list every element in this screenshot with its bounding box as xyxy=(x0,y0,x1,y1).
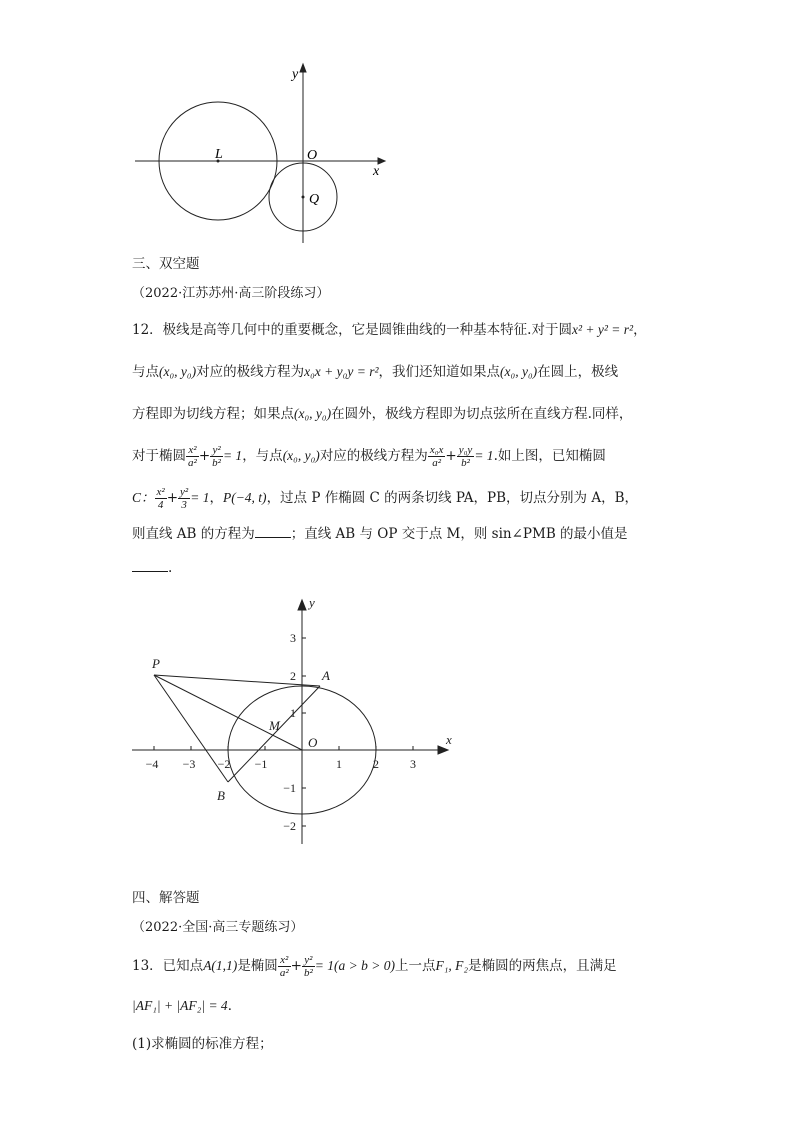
x-tick-label: 1 xyxy=(336,757,342,771)
x-axis-arrow xyxy=(438,746,448,754)
answer-blank-1[interactable] xyxy=(255,525,291,538)
y-tick-label: 3 xyxy=(290,631,296,645)
section3-source: （2022·江苏苏州·高三阶段练习） xyxy=(132,286,330,301)
x-tick-label: −1 xyxy=(254,757,268,771)
x-tick-label: 2 xyxy=(373,757,379,771)
label-O: O xyxy=(307,148,318,163)
frac-y2-b2: $\frac{\text{y²}}{\text{b²}}$ xyxy=(303,954,313,979)
label-x: x xyxy=(373,164,380,179)
label-y: y xyxy=(292,67,299,82)
p13-line1: 13．已知点A(1,1)是椭圆 $\frac{\text{x²}}{\text{a²}}$ + $\frac{\text{y²}}{\text{b²}}$ = 1(a > b > 0)上一点F₁, F₂是椭圆的两焦点，且满足 xyxy=(132,954,617,979)
label-y: y xyxy=(309,595,315,610)
frac-y2-b2: $\frac{\text{y²}}{\text{b²}}$ xyxy=(212,444,221,469)
point-P-coords: P(−4, t) xyxy=(222,490,267,505)
section4-source: （2022·全国·高三专题练习） xyxy=(132,920,304,935)
y-tick-label: 1 xyxy=(290,706,296,720)
p12-line6: 则直线 AB 的方程为 ；直线 AB 与 OP 交于点 M，则 sin∠PMB 的最小值是 xyxy=(132,526,628,542)
p12-line3: 方程即为切线方程；如果点(x₀, y₀)在圆外，极线方程即为切点弦所在直线方程.同样， xyxy=(132,406,633,422)
y-tick-label: −1 xyxy=(283,781,296,795)
label-Q: Q xyxy=(309,192,320,207)
segment-OP xyxy=(154,675,302,750)
section3-heading: 三、双空题 xyxy=(132,256,200,272)
figure-circles-L-Q xyxy=(130,60,400,250)
frac-y0y-b2: $\frac{\text{y₀y}}{\text{b²}}$ xyxy=(458,444,473,469)
label-M: M xyxy=(269,718,280,733)
point-Q-dot xyxy=(302,196,305,199)
label-O: O xyxy=(308,735,318,750)
circle-equation: x² + y² = r² xyxy=(571,322,634,337)
p12-line5: C： $\frac{\text{x²}}{4}$ + $\frac{\text{y²}}{3}$ = 1，P(−4, t)，过点 P 作椭圆 C 的两条切线 PA，PB，切点分别为 A，B， xyxy=(132,486,638,511)
y-tick-label: −2 xyxy=(283,819,296,833)
p13-part1: (1)求椭圆的标准方程； xyxy=(132,1036,273,1052)
figure-ellipse-tangents xyxy=(130,592,460,850)
focal-sum-equation: |AF₁| + |AF₂| = 4 xyxy=(132,998,228,1013)
p12-line7: . xyxy=(132,558,172,578)
label-A: A xyxy=(322,668,330,683)
answer-blank-2[interactable] xyxy=(132,559,168,572)
label-P: P xyxy=(152,656,160,671)
label-L: L xyxy=(215,147,223,162)
chord-AB xyxy=(228,686,320,782)
label-B: B xyxy=(217,788,225,803)
p12-line4: 对于椭圆 $\frac{\text{x²}}{\text{a²}}$ + $\frac{\text{y²}}{\text{b²}}$ = 1，与点(x₀, y₀)对应的极线方程为 $\frac{\text{x₀x}}{\text{a²}}$ + $\frac{\text{y₀y}}{\text{b²}}$ = 1.如上图，已知椭圆 xyxy=(132,444,606,469)
frac-x0x-a2: $\frac{\text{x₀x}}{\text{a²}}$ xyxy=(429,444,444,469)
frac-x2-4: $\frac{\text{x²}}{4}$ xyxy=(156,486,165,511)
y-tick-label: 2 xyxy=(290,669,296,683)
x-ticks xyxy=(154,746,413,750)
frac-x2-a2: $\frac{\text{x²}}{\text{a²}}$ xyxy=(279,954,289,979)
p12-line2: 与点(x₀, y₀)对应的极线方程为x₀x + y₀y = r²，我们还知道如果点(x₀, y₀)在圆上，极线 xyxy=(132,364,619,380)
y-ticks xyxy=(302,638,306,826)
x-tick-label: −3 xyxy=(182,757,196,771)
y-axis-arrow xyxy=(298,600,306,610)
x-tick-label: 3 xyxy=(410,757,416,771)
x-tick-label: −4 xyxy=(145,757,159,771)
section4-heading: 四、解答题 xyxy=(132,890,200,906)
x-tick-label: −2 xyxy=(217,757,231,771)
p13-line2: |AF₁| + |AF₂| = 4． xyxy=(132,998,242,1014)
y-axis-arrow xyxy=(300,64,306,72)
frac-x2-a2: $\frac{\text{x²}}{\text{a²}}$ xyxy=(188,444,197,469)
frac-y2-3: $\frac{\text{y²}}{3}$ xyxy=(180,486,189,511)
p12-line1: 12．极线是高等几何中的重要概念，它是圆锥曲线的一种基本特征.对于圆x² + y² = r²， xyxy=(132,322,647,338)
point-A: A(1,1) xyxy=(203,958,238,973)
label-x: x xyxy=(446,732,452,747)
polar-line-circle: x₀x + y₀y = r² xyxy=(304,364,379,379)
